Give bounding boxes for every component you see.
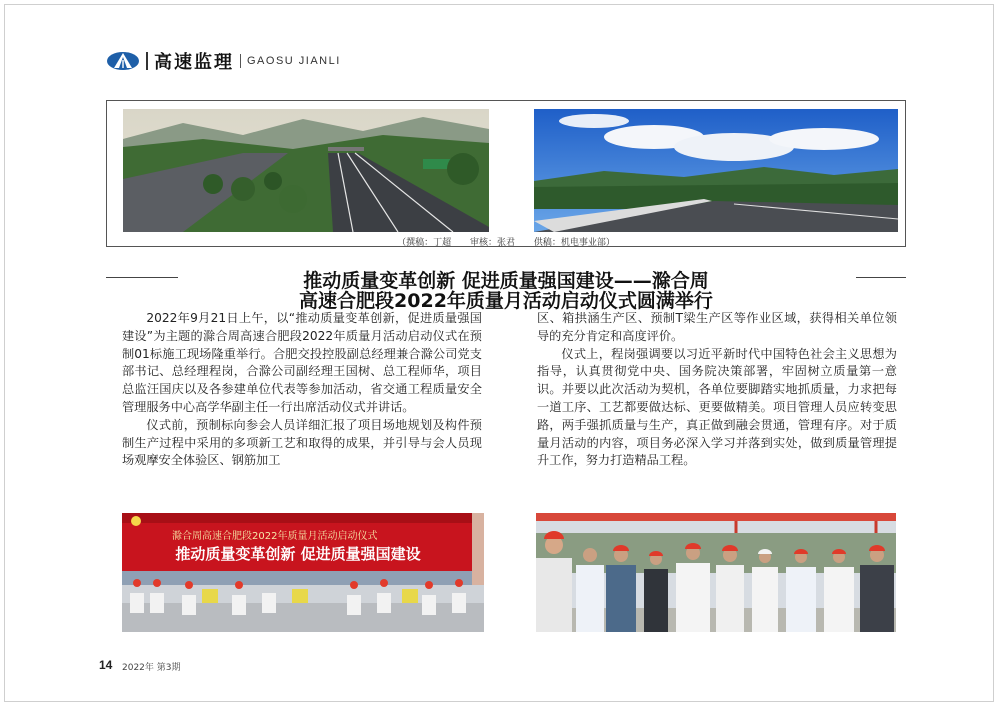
article-paragraph-continued: 区、箱拱涵生产区、预制T梁生产区等作业区域，获得相关单位领导的充分肯定和高度评价。 (537, 311, 897, 343)
inspection-photo (536, 513, 896, 632)
magazine-title-cn: 高速监理 (154, 52, 234, 73)
caption-provider: 供稿：机电事业部） (533, 238, 615, 248)
article-column-left (122, 310, 482, 470)
article-title (106, 266, 906, 312)
magazine-header (106, 50, 341, 72)
header-divider (146, 52, 148, 70)
article-paragraph: 2022年9月21日上午，以“推动质量变革创新，促进质量强国建设”为主题的滁合周高速合肥段2022年质量月活动启动仪式在预制01标施工现场隆重举行。合肥交投控股副总经理兼合滁公司党支部书记、总经理程岗，合滁公司副经理王国树、总工程师华，项目总监汪国庆以及各参建单位代表等参加活动，省交通工程质量安全管理服务中心高学华副主任一行出席活动仪式并讲话。 (122, 311, 482, 414)
banner-slogan: 推动质量变革创新 促进质量强国建设 (175, 545, 421, 563)
magazine-title-en: GAOSU JIANLI (247, 55, 341, 67)
caption-reviewer: 审核：张君 (469, 238, 515, 248)
highway-photo-right (534, 109, 898, 232)
highway-logo-icon (106, 51, 140, 71)
header-divider-thin (240, 54, 241, 68)
page-number: 14 (99, 658, 113, 672)
highway-photo-left (123, 109, 489, 232)
article-title-line1: 推动质量变革创新 促进质量强国建设——滁合周 (303, 270, 709, 292)
article-column-right (537, 310, 897, 470)
ceremony-photo (122, 513, 484, 632)
top-photo-frame (106, 100, 906, 247)
caption-author: （撰稿：丁超 (397, 238, 452, 248)
article-paragraph: 仪式前，预制标向参会人员详细汇报了项目场地规划及构件预制生产过程中采用的多项新工艺和取得的成果，并引导与会人员现场观摩安全体验区、钢筋加工 (122, 417, 482, 468)
photo-caption (107, 235, 905, 248)
issue-label: 2022年 第3期 (122, 663, 181, 673)
article-title-line2: 高速合肥段2022年质量月活动启动仪式圆满举行 (299, 290, 713, 312)
article-paragraph: 仪式上，程岗强调要以习近平新时代中国特色社会主义思想为指导，认真贯彻党中央、国务院决策部署，牢固树立质量第一意识。并要以此次活动为契机，各单位要脚踏实地抓质量，力求把每一道工序、工艺都要做达标、更要做精美。项目管理人员应转变思路，两手强抓质量与生产，真正做到融会贯通，管理有序。对于质量月活动的内容，项目务必深入学习并落到实处，做到质量管理提升工作，努力打造精品工程。 (537, 346, 897, 468)
banner-subtitle: 滁合周高速合肥段2022年质量月活动启动仪式 (172, 531, 378, 542)
